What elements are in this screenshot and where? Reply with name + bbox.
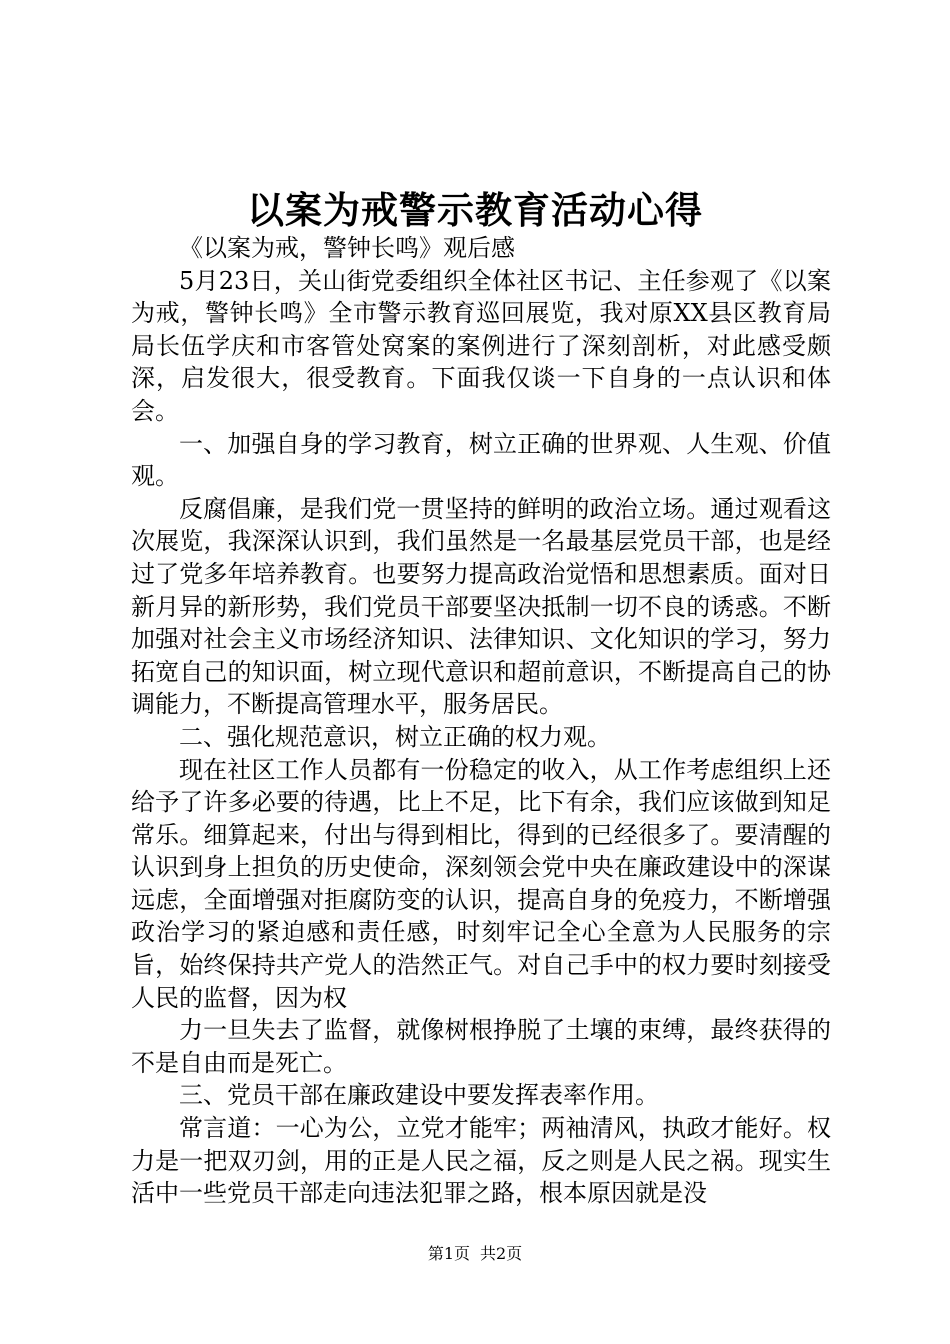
paragraph-section-3: 常言道：一心为公，立党才能牢；两袖清风，执政才能好。权力是一把双刃剑，用的正是人民之福，反之则是人民之祸。现实生活中一些党员干部走向违法犯罪之路，根本原因就是没 — [131, 1114, 831, 1208]
heading-section-2: 二、强化规范意识，树立正确的权力观。 — [179, 722, 611, 751]
paragraph-intro: 5月23日，关山街党委组织全体社区书记、主任参观了《以案为戒，警钟长鸣》全市警示教育巡回展览，我对原XX县区教育局局长伍学庆和市客管处窝案的案例进行了深刻剖析，对此感受颇深，启发很大，很受教育。下面我仅谈一下自身的一点认识和体会。 — [131, 266, 831, 425]
paragraph-section-2a: 现在社区工作人员都有一份稳定的收入，从工作考虑组织上还给予了许多必要的待遇，比上不足，比下有余，我们应该做到知足常乐。细算起来，付出与得到相比，得到的已经很多了。要清醒的认识到身上担负的历史使命，深刻领会党中央在廉政建设中的深谋远虑，全面增强对拒腐防变的认识，提高自身的免疫力，不断增强政治学习的紧迫感和责任感，时刻牢记全心全意为人民服务的宗旨，始终保持共产党人的浩然正气。对自己手中的权力要时刻接受人民的监督，因为权 — [131, 755, 831, 1012]
page-total: 共2页 — [480, 1244, 523, 1263]
page-number: 第1页 — [427, 1244, 470, 1263]
document-title: 以案为戒警示教育活动心得 — [247, 188, 703, 232]
heading-section-3: 三、党员干部在廉政建设中要发挥表率作用。 — [179, 1081, 659, 1110]
heading-section-1: 一、加强自身的学习教育，树立正确的世界观、人生观、价值观。 — [131, 429, 831, 491]
document-body — [131, 232, 831, 1210]
paragraph-subtitle: 《以案为戒，警钟长鸣》观后感 — [179, 234, 515, 262]
page-footer — [0, 1244, 950, 1264]
paragraph-section-2b: 力一旦失去了监督，就像树根挣脱了土壤的束缚，最终获得的不是自由而是死亡。 — [131, 1016, 831, 1077]
paragraph-section-1: 反腐倡廉，是我们党一贯坚持的鲜明的政治立场。通过观看这次展览，我深深认识到，我们虽然是一名最基层党员干部，也是经过了党多年培养教育。也要努力提高政治觉悟和思想素质。面对日新月异的新形势，我们党员干部要坚决抵制一切不良的诱惑。不断加强对社会主义市场经济知识、法律知识、文化知识的学习，努力拓宽自己的知识面，树立现代意识和超前意识，不断提高自己的协调能力，不断提高管理水平，服务居民。 — [131, 494, 831, 719]
